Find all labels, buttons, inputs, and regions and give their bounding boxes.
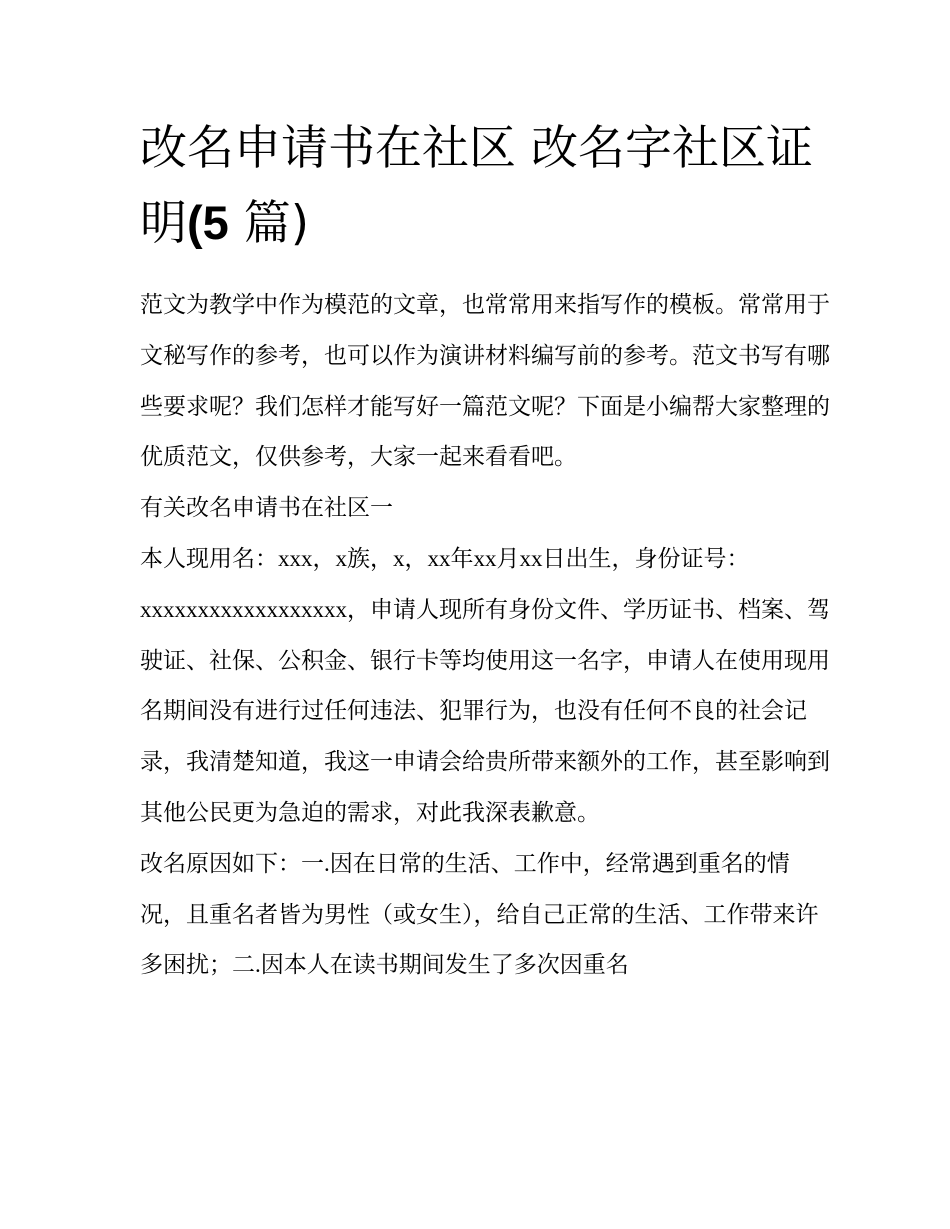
title-suffix: 篇) xyxy=(228,196,310,251)
title-count: (5 xyxy=(187,196,229,249)
intro-paragraph: 范文为教学中作为模范的文章，也常常用来指写作的模板。常常用于文秘写作的参考，也可以作为演讲材料编写前的参考。范文书写有哪些要求呢？我们怎样才能写好一篇范文呢？下面是小编帮大家整理的优质范文，仅供参考，大家一起来看看吧。 xyxy=(140,292,830,470)
title-text: 改名申请书在社区 改名字社区证明 xyxy=(140,121,813,251)
section-heading: 有关改名申请书在社区一 xyxy=(140,495,393,521)
document-body xyxy=(140,280,830,991)
document-title xyxy=(140,112,830,261)
applicant-paragraph: 本人现用名：xxx，x族，x，xx年xx月xx日出生，身份证号：xxxxxxxxxxxxxxxxxx，申请人现所有身份文件、学历证书、档案、驾驶证、社保、公积金、银行卡等均使用这一名字，申请人在使用现用名期间没有进行过任何违法、犯罪行为，也没有任何不良的社会记录，我清楚知道，我这一申请会给贵所带来额外的工作，甚至影响到其他公民更为急迫的需求，对此我深表歉意。 xyxy=(140,545,830,825)
reason-paragraph: 改名原因如下：一.因在日常的生活、工作中，经常遇到重名的情况，且重名者皆为男性（或女生），给自己正常的生活、工作带来许多困扰；二.因本人在读书期间发生了多次因重名 xyxy=(140,850,819,978)
